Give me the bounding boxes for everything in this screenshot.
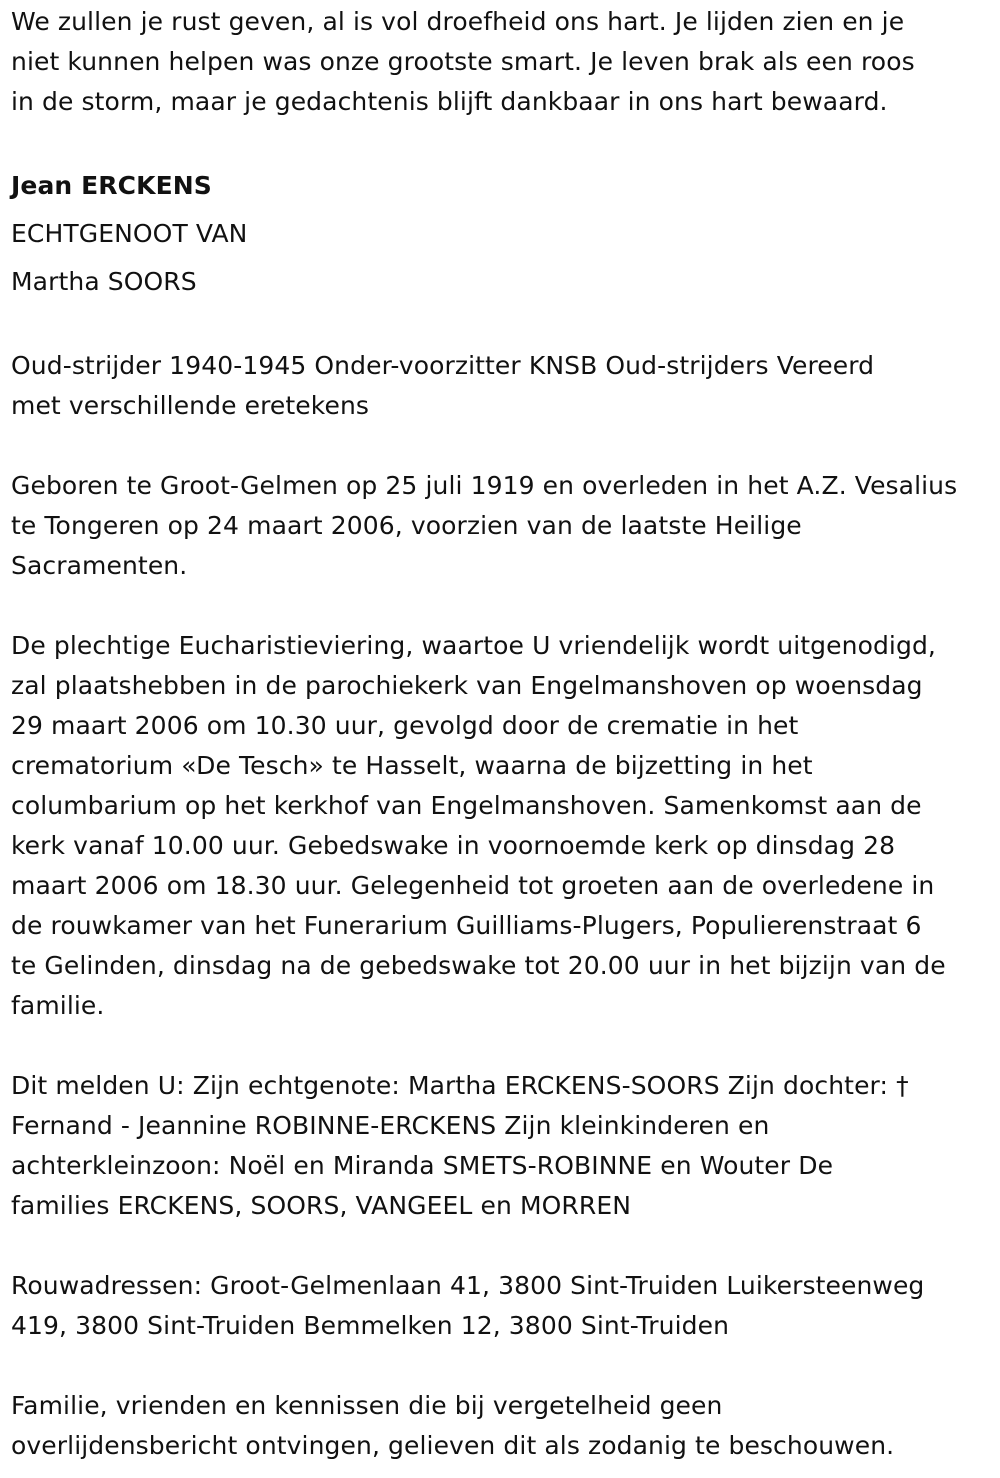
spacer [11, 122, 990, 162]
spacer [11, 426, 990, 466]
family-line: families ERCKENS, SOORS, VANGEEL en MORREN [11, 1191, 632, 1220]
relation-label: ECHTGENOOT VAN [11, 219, 248, 248]
birth-death-line: Geboren te Groot-Gelmen op 25 juli 1919 en overleden in het A.Z. Vesalius [11, 471, 958, 500]
family [11, 1066, 990, 1226]
ceremony-line: de rouwkamer van het Funerarium Guilliams-Plugers, Populierenstraat 6 [11, 911, 922, 940]
family-line: Dit melden U: Zijn echtgenote: Martha ERCKENS-SOORS Zijn dochter: † [11, 1071, 909, 1100]
ceremony-line: 29 maart 2006 om 10.30 uur, gevolgd door de crematie in het [11, 711, 799, 740]
spacer [11, 306, 990, 346]
closing-line: overlijdensbericht ontvingen, gelieven dit als zodanig te beschouwen. [11, 1431, 895, 1460]
spacer [11, 586, 990, 626]
spacer [11, 1026, 990, 1066]
birth-death-line: Sacramenten. [11, 551, 188, 580]
poem-line: niet kunnen helpen was onze grootste smart. Je leven brak als een roos [11, 47, 915, 76]
ceremony-line: columbarium op het kerkhof van Engelmanshoven. Samenkomst aan de [11, 791, 922, 820]
spacer [11, 1226, 990, 1266]
ceremony-line: De plechtige Eucharistieviering, waartoe U vriendelijk wordt uitgenodigd, [11, 631, 936, 660]
family-line: achterkleinzoon: Noël en Miranda SMETS-ROBINNE en Wouter De [11, 1151, 834, 1180]
poem-line: We zullen je rust geven, al is vol droefheid ons hart. Je lijden zien en je [11, 7, 905, 36]
family-line: Fernand - Jeannine ROBINNE-ERCKENS Zijn kleinkinderen en [11, 1111, 770, 1140]
address-line: Rouwadressen: Groot-Gelmenlaan 41, 3800 Sint-Truiden Luikersteenweg [11, 1271, 925, 1300]
ceremony-line: zal plaatshebben in de parochiekerk van Engelmanshoven op woensdag [11, 671, 923, 700]
ceremony [11, 626, 990, 1026]
poem-line: in de storm, maar je gedachtenis blijft dankbaar in ons hart bewaard. [11, 87, 888, 116]
ceremony-line: te Gelinden, dinsdag na de gebedswake tot 20.00 uur in het bijzijn van de [11, 951, 946, 980]
honors-line: met verschillende eretekens [11, 391, 370, 420]
ceremony-line: familie. [11, 991, 105, 1020]
address-line: 419, 3800 Sint-Truiden Bemmelken 12, 3800 Sint-Truiden [11, 1311, 730, 1340]
deceased-name: Jean ERCKENS [11, 171, 212, 200]
birth-death [11, 466, 990, 586]
spacer [11, 1346, 990, 1386]
addresses [11, 1266, 990, 1346]
ceremony-line: maart 2006 om 18.30 uur. Gelegenheid tot groeten aan de overledene in [11, 871, 935, 900]
honors [11, 346, 990, 426]
birth-death-line: te Tongeren op 24 maart 2006, voorzien van de laatste Heilige [11, 511, 802, 540]
ceremony-line: crematorium «De Tesch» te Hasselt, waarna de bijzetting in het [11, 751, 813, 780]
closing-line: Familie, vrienden en kennissen die bij vergetelheid geen [11, 1391, 723, 1420]
honors-line: Oud-strijder 1940-1945 Onder-voorzitter KNSB Oud-strijders Vereerd [11, 351, 875, 380]
spouse-name: Martha SOORS [11, 267, 197, 296]
closing [11, 1386, 990, 1466]
deceased-block [11, 162, 990, 306]
ceremony-line: kerk vanaf 10.00 uur. Gebedswake in voornoemde kerk op dinsdag 28 [11, 831, 896, 860]
poem [11, 2, 990, 122]
